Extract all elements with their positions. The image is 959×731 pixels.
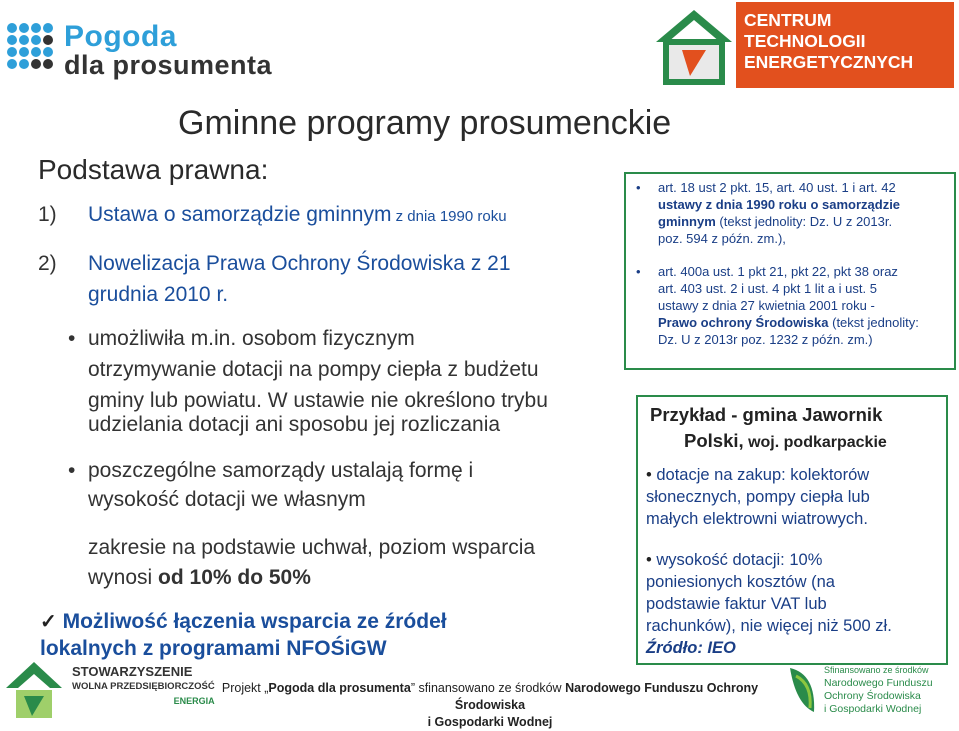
example-heading-line1: Przykład - gmina Jawornik (650, 404, 883, 425)
check-line2: lokalnych z programami NFOŚiGW (40, 637, 387, 660)
page-title: Gminne programy prosumenckie (178, 104, 672, 142)
legal-references-text: • art. 18 ust 2 pkt. 15, art. 40 ust. 1 i art. 42 ustawy z dnia 1990 roku o samorządzie gminnym (tekst jednolity: Dz. U z 2013r. poz. 594 z późn. zm.), • art. 400a ust. 1 pkt 21, pkt 22, pkt 38 oraz art. 403 ust. 2 i ust. 4 pkt 1 lit a i ust. 5 ustawy z dnia 27 kwietnia 2001 roku - Prawo ochrony Środowiska (tekst jednolity: Dz. U z 2013r poz. 1232 z późn. zm.) (636, 180, 919, 347)
example-bullet-2: • wysokość dotacji: 10% poniesionych kosztów (na podstawie faktur VAT lub rachunków), nie więcej niż 500 zł. Źródło: IEO (646, 549, 946, 659)
cte-logo-text: CENTRUM TECHNOLOGII ENERGETYCZNYCH (744, 10, 914, 72)
bullet-dot: • (636, 180, 641, 195)
item-2-line2: grudnia 2010 r. (88, 283, 229, 306)
bullet-dot: • (68, 327, 76, 350)
stowarzyszenie-logo-text: STOWARZYSZENIE WOLNA PRZEDSIĘBIORCZOŚĆ ENERGIA (72, 664, 215, 706)
bullet-2-line2: wysokość dotacji we własnym (88, 488, 366, 511)
stowarzyszenie-logo-icon (4, 658, 64, 722)
bullet-2-line1: poszczególne samorządy ustalają formę i (88, 459, 474, 482)
bullet-1-line4: udzielania dotacji ani sposobu jej rozliczania (88, 413, 501, 436)
bullet-dot: • (646, 551, 652, 569)
logo-text-pogoda: Pogoda (64, 20, 177, 53)
example-heading-line2: Polski, woj. podkarpackie (684, 430, 887, 451)
checkmark-icon: ✓ (40, 611, 57, 633)
bullet-2-line4: wynosi od 10% do 50% (88, 566, 311, 589)
item-2-line1: Nowelizacja Prawa Ochrony Środowiska z 21 (88, 252, 511, 275)
cte-house-icon (654, 6, 734, 86)
bullet-dot: • (68, 459, 76, 482)
example-bullet-1: • dotacje na zakup: kolektorów słonecznych, pompy ciepła lub małych elektrowni wiatrowych. (646, 466, 870, 528)
nfosigw-logo-text: Sfinansowano ze środków Narodowego Funduszu Ochrony Środowiska i Gospodarki Wodnej (824, 665, 933, 715)
pogoda-logo-dots-icon (6, 22, 58, 70)
check-line1: ✓ Możliwość łączenia wsparcia ze źródeł (40, 610, 447, 633)
logo-text-dla-prosumenta: dla prosumenta (64, 50, 273, 80)
item-1-text: Ustawa o samorządzie gminnym z dnia 1990 roku (88, 203, 507, 226)
item-2-number: 2) (38, 252, 57, 275)
bullet-dot: • (636, 264, 641, 279)
footer-text: Projekt „Pogoda dla prosumenta” sfinansowano ze środków Narodowego Funduszu Ochrony Środowiska i Gospodarki Wodnej (221, 681, 759, 729)
nfosigw-logo-icon (786, 664, 820, 716)
bullet-1-line1: umożliwiła m.in. osobom fizycznym (88, 327, 415, 350)
bullet-2-line3: zakresie na podstawie uchwał, poziom wsparcia (88, 536, 536, 559)
bullet-dot: • (646, 466, 652, 484)
item-1-number: 1) (38, 203, 57, 226)
section-subtitle: Podstawa prawna: (38, 154, 269, 185)
bullet-1-line3: gminy lub powiatu. W ustawie nie określono trybu (88, 389, 548, 412)
bullet-1-line2: otrzymywanie dotacji na pompy ciepła z budżetu (88, 358, 539, 381)
source-label: Źródło: IEO (646, 639, 736, 657)
